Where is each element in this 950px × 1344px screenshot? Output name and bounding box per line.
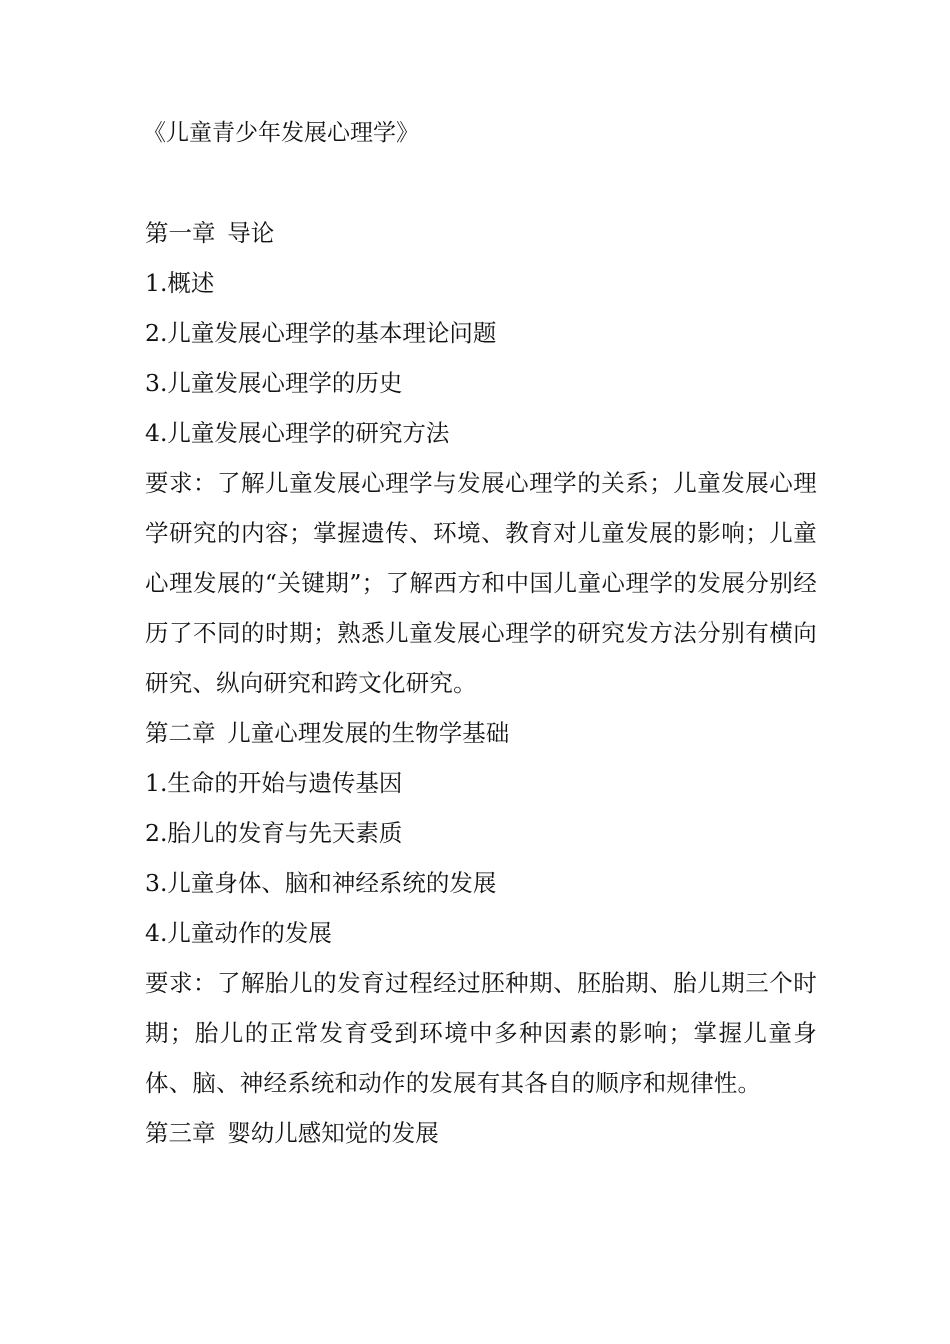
document-title: 《儿童青少年发展心理学》 [143, 120, 419, 146]
chapter-title: 婴幼儿感知觉的发展 [227, 1119, 439, 1147]
chapter-number: 第一章 [145, 219, 216, 247]
chapter-title: 儿童心理发展的生物学基础 [227, 719, 510, 747]
list-item: 4.儿童发展心理学的研究方法 [145, 419, 450, 447]
list-item: 2.儿童发展心理学的基本理论问题 [145, 319, 497, 347]
chapter-heading [145, 708, 817, 758]
chapter-heading [145, 208, 817, 258]
document-page [145, 108, 817, 1158]
list-item: 1.概述 [145, 269, 215, 297]
list-item: 3.儿童发展心理学的历史 [145, 369, 403, 397]
list-item: 4.儿童动作的发展 [145, 919, 332, 947]
requirement-paragraph: 要求：了解胎儿的发育过程经过胚种期、胚胎期、胎儿期三个时期；胎儿的正常发育受到环境中多种因素的影响；掌握儿童身体、脑、神经系统和动作的发展有其各自的顺序和规律性。 [145, 969, 817, 1097]
list-item: 2.胎儿的发育与先天素质 [145, 819, 403, 847]
chapter-number: 第三章 [145, 1119, 216, 1147]
requirement-paragraph: 要求：了解儿童发展心理学与发展心理学的关系；儿童发展心理学研究的内容；掌握遗传、环境、教育对儿童发展的影响；儿童心理发展的“关键期”；了解西方和中国儿童心理学的发展分别经历了不同的时期；熟悉儿童发展心理学的研究发方法分别有横向研究、纵向研究和跨文化研究。 [145, 469, 817, 697]
chapter-number: 第二章 [145, 719, 216, 747]
list-item: 1.生命的开始与遗传基因 [145, 769, 403, 797]
chapter-heading [145, 1108, 817, 1158]
chapter-title: 导论 [227, 219, 275, 247]
list-item: 3.儿童身体、脑和神经系统的发展 [145, 869, 497, 897]
